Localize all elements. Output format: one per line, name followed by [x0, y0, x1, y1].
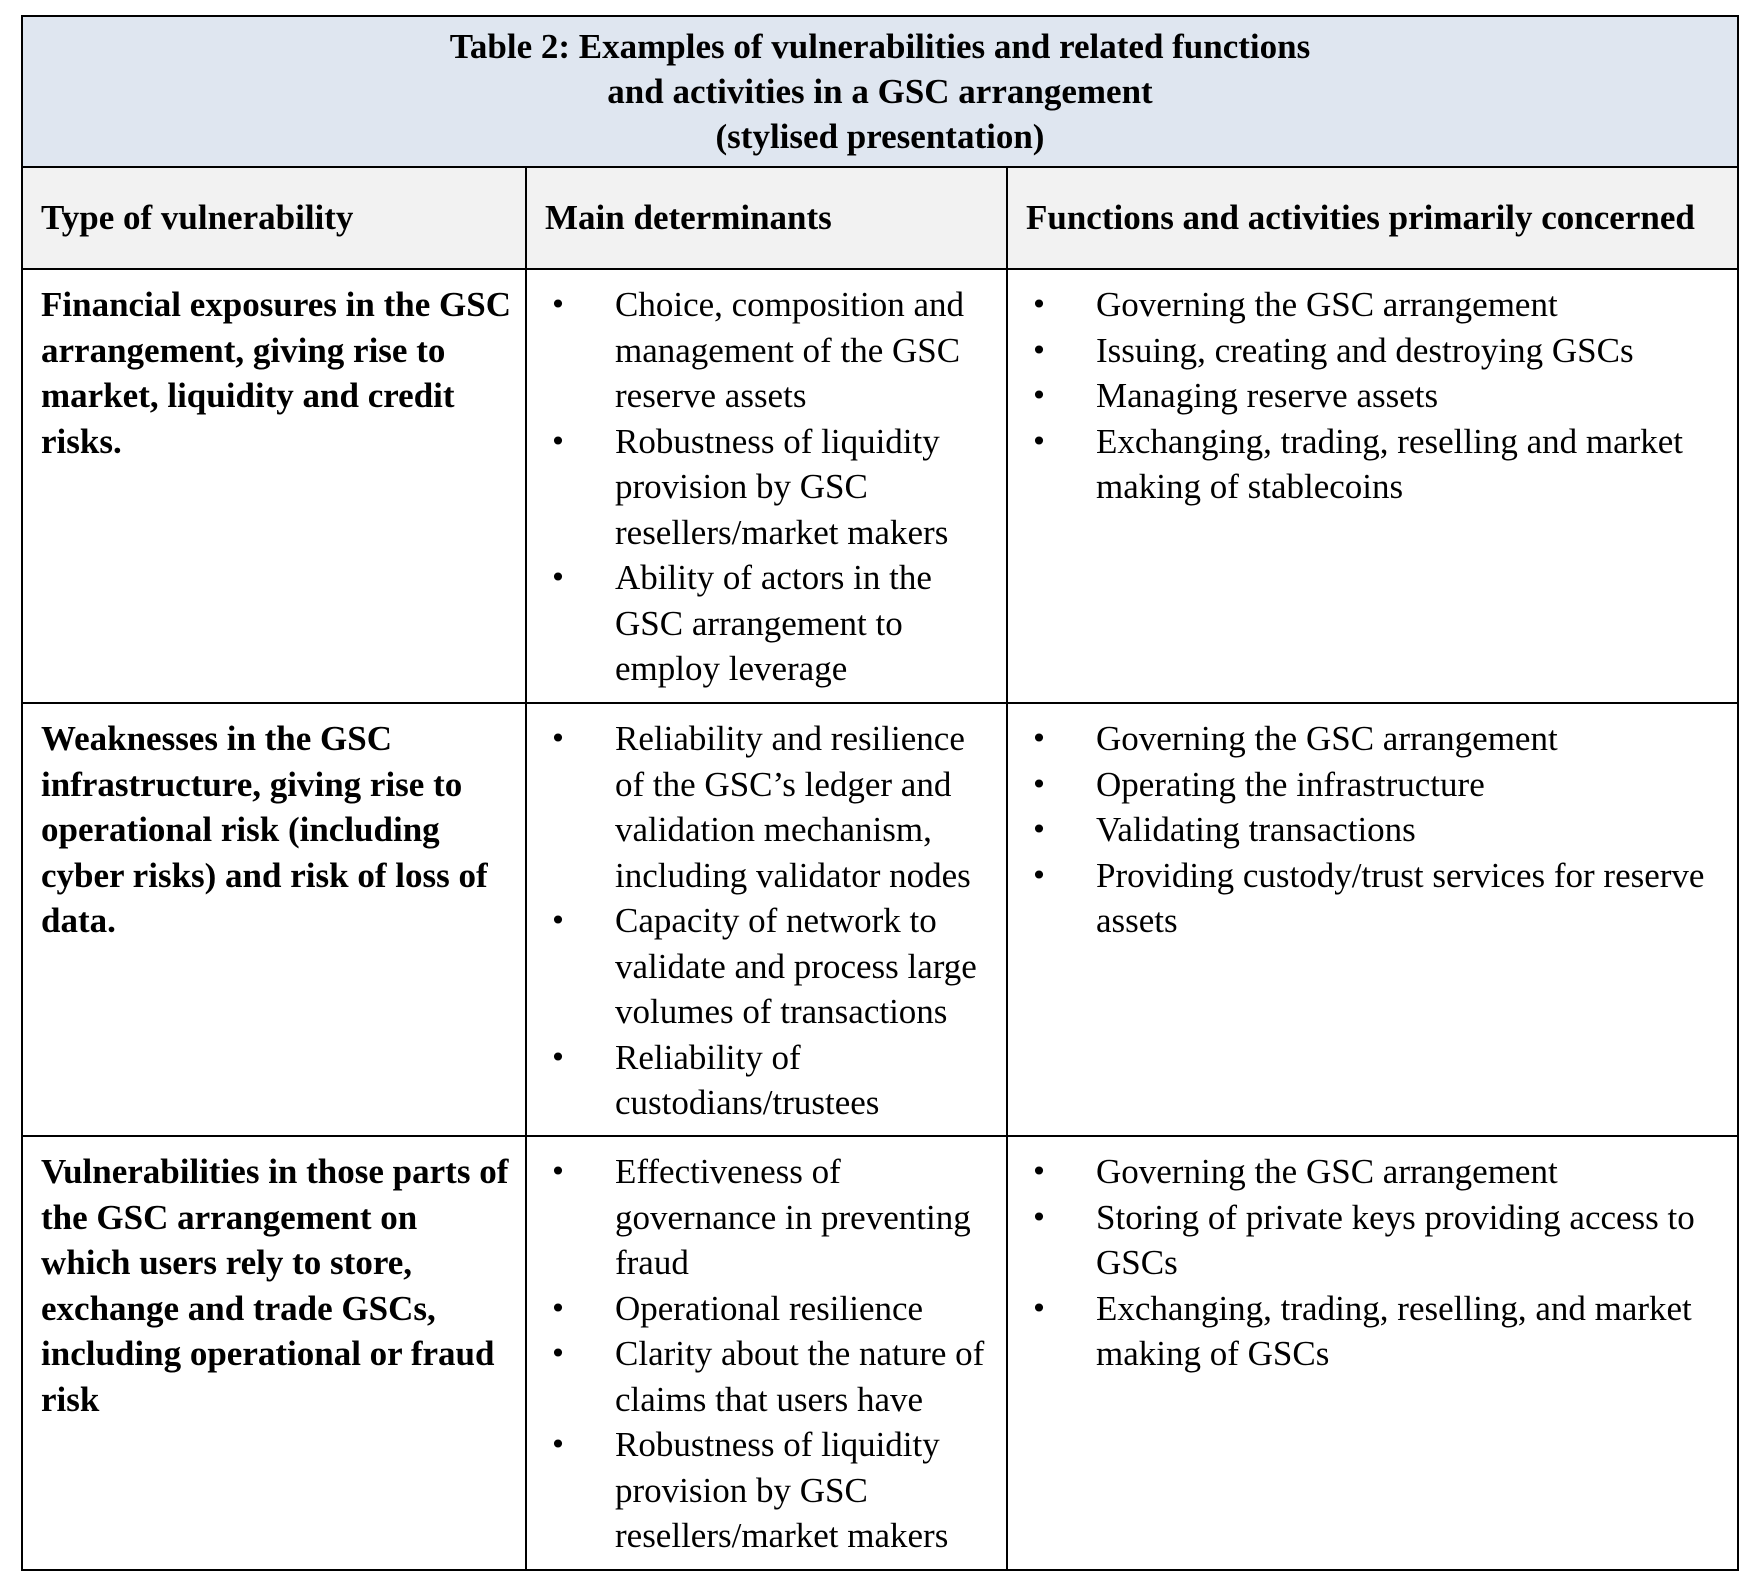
bullet-icon: • [1030, 767, 1048, 801]
list-item-text: Governing the GSC arrangement [1096, 1152, 1558, 1191]
vulnerability-type-cell: Weaknesses in the GSC infrastructure, giving rise to operational risk (including cyber risks) and risk of loss of data. [22, 703, 526, 1136]
header-type-label: Type of vulnerability [41, 198, 354, 238]
bullet-icon: • [1030, 1155, 1048, 1188]
bullet-icon: • [1030, 858, 1048, 892]
list-item-text: Governing the GSC arrangement [1096, 285, 1558, 324]
list-item-text: Issuing, creating and destroying GSCs [1096, 330, 1634, 370]
list-item-text: Ability of actors in the GSC arrangement to employ leverage [615, 558, 932, 688]
list-item-text: Robustness of liquidity provision by GSC resellers/market makers [615, 1425, 949, 1555]
functions-list [1008, 716, 1733, 944]
list-item-text: Reliability of custodians/trustees [615, 1037, 880, 1122]
bullet-icon: • [549, 1428, 567, 1461]
bullet-icon: • [549, 1040, 567, 1074]
list-item [527, 1331, 1002, 1422]
bullet-icon: • [1030, 288, 1048, 321]
list-item [527, 1286, 1002, 1332]
bullet-icon: • [1030, 722, 1048, 755]
list-item-text: Managing reserve assets [1096, 376, 1439, 415]
table-title-line-1: Table 2: Examples of vulnerabilities and related functions [449, 27, 1311, 66]
determinants-cell [526, 1136, 1007, 1570]
bullet-icon: • [1030, 1291, 1048, 1325]
bullet-icon: • [549, 1155, 567, 1188]
header-functions-activities [1007, 167, 1738, 269]
bullet-icon: • [1030, 333, 1048, 367]
list-item [1008, 1149, 1733, 1195]
header-type-of-vulnerability [22, 167, 526, 269]
list-item-text: Validating transactions [1096, 810, 1416, 849]
list-item [1008, 853, 1733, 944]
table-title [22, 16, 1738, 167]
bullet-icon: • [1030, 379, 1048, 412]
bullet-icon: • [549, 1291, 567, 1325]
functions-cell [1007, 269, 1738, 703]
determinants-list [527, 1149, 1002, 1559]
list-item-text: Effectiveness of governance in preventing fraud [615, 1152, 971, 1282]
list-item-text: Robustness of liquidity provision by GSC resellers/market makers [615, 421, 949, 552]
list-item [1008, 373, 1733, 419]
vulnerability-type-cell: Vulnerabilities in those parts of the GSC arrangement on which users rely to store, exchange and trade GSCs, including operational or fraud risk [22, 1136, 526, 1570]
list-item-text: Capacity of network to validate and process large volumes of transactions [615, 901, 977, 1031]
list-item [527, 1035, 1002, 1126]
table-title-line-3: (stylised presentation) [715, 117, 1045, 156]
list-item-text: Choice, composition and management of the GSC reserve assets [615, 285, 964, 415]
bullet-icon: • [549, 424, 567, 458]
list-item [527, 555, 1002, 692]
list-item [527, 898, 1002, 1035]
bullet-icon: • [549, 904, 567, 937]
vulnerabilities-table [21, 15, 1739, 1571]
bullet-icon: • [1030, 813, 1048, 846]
list-item-text: Clarity about the nature of claims that users have [615, 1334, 985, 1419]
list-item [1008, 716, 1733, 762]
list-item [1008, 807, 1733, 853]
vulnerability-type-cell: Financial exposures in the GSC arrangement, giving rise to market, liquidity and credit risks. [22, 269, 526, 703]
functions-list [1008, 282, 1733, 510]
bullet-icon: • [1030, 1200, 1048, 1234]
list-item-text: Operational resilience [615, 1288, 924, 1328]
header-functions-label: Functions and activities primarily concerned [1026, 198, 1695, 238]
list-item [527, 716, 1002, 898]
bullet-icon: • [549, 722, 567, 755]
list-item-text: Reliability and resilience of the GSC’s ledger and validation mechanism, including validator nodes [615, 719, 971, 895]
functions-cell [1007, 1136, 1738, 1570]
determinants-cell [526, 703, 1007, 1136]
determinants-list [527, 716, 1002, 1126]
bullet-icon: • [1030, 424, 1048, 458]
list-item-text: Storing of private keys providing access to GSCs [1096, 1197, 1695, 1282]
list-item [1008, 762, 1733, 808]
bullet-icon: • [549, 1337, 567, 1370]
list-item [1008, 419, 1733, 510]
list-item [527, 419, 1002, 556]
bullet-icon: • [549, 288, 567, 321]
list-item [527, 1422, 1002, 1559]
determinants-list [527, 282, 1002, 692]
list-item [527, 282, 1002, 419]
list-item [1008, 1286, 1733, 1377]
table-row [22, 1136, 1738, 1570]
list-item-text: Exchanging, trading, reselling and market making of stablecoins [1096, 421, 1684, 506]
table-row [22, 269, 1738, 703]
list-item-text: Governing the GSC arrangement [1096, 719, 1558, 758]
list-item-text: Providing custody/trust services for reserve assets [1096, 855, 1705, 940]
functions-cell [1007, 703, 1738, 1136]
bullet-icon: • [549, 561, 567, 594]
list-item [1008, 328, 1733, 374]
list-item [527, 1149, 1002, 1286]
header-determinants-label: Main determinants [545, 198, 832, 238]
list-item [1008, 1195, 1733, 1286]
table-row [22, 703, 1738, 1136]
list-item [1008, 282, 1733, 328]
functions-list [1008, 1149, 1733, 1377]
list-item-text: Operating the infrastructure [1096, 764, 1485, 804]
header-main-determinants [526, 167, 1007, 269]
list-item-text: Exchanging, trading, reselling, and market making of GSCs [1096, 1288, 1692, 1373]
table-title-line-2: and activities in a GSC arrangement [607, 72, 1153, 111]
determinants-cell [526, 269, 1007, 703]
